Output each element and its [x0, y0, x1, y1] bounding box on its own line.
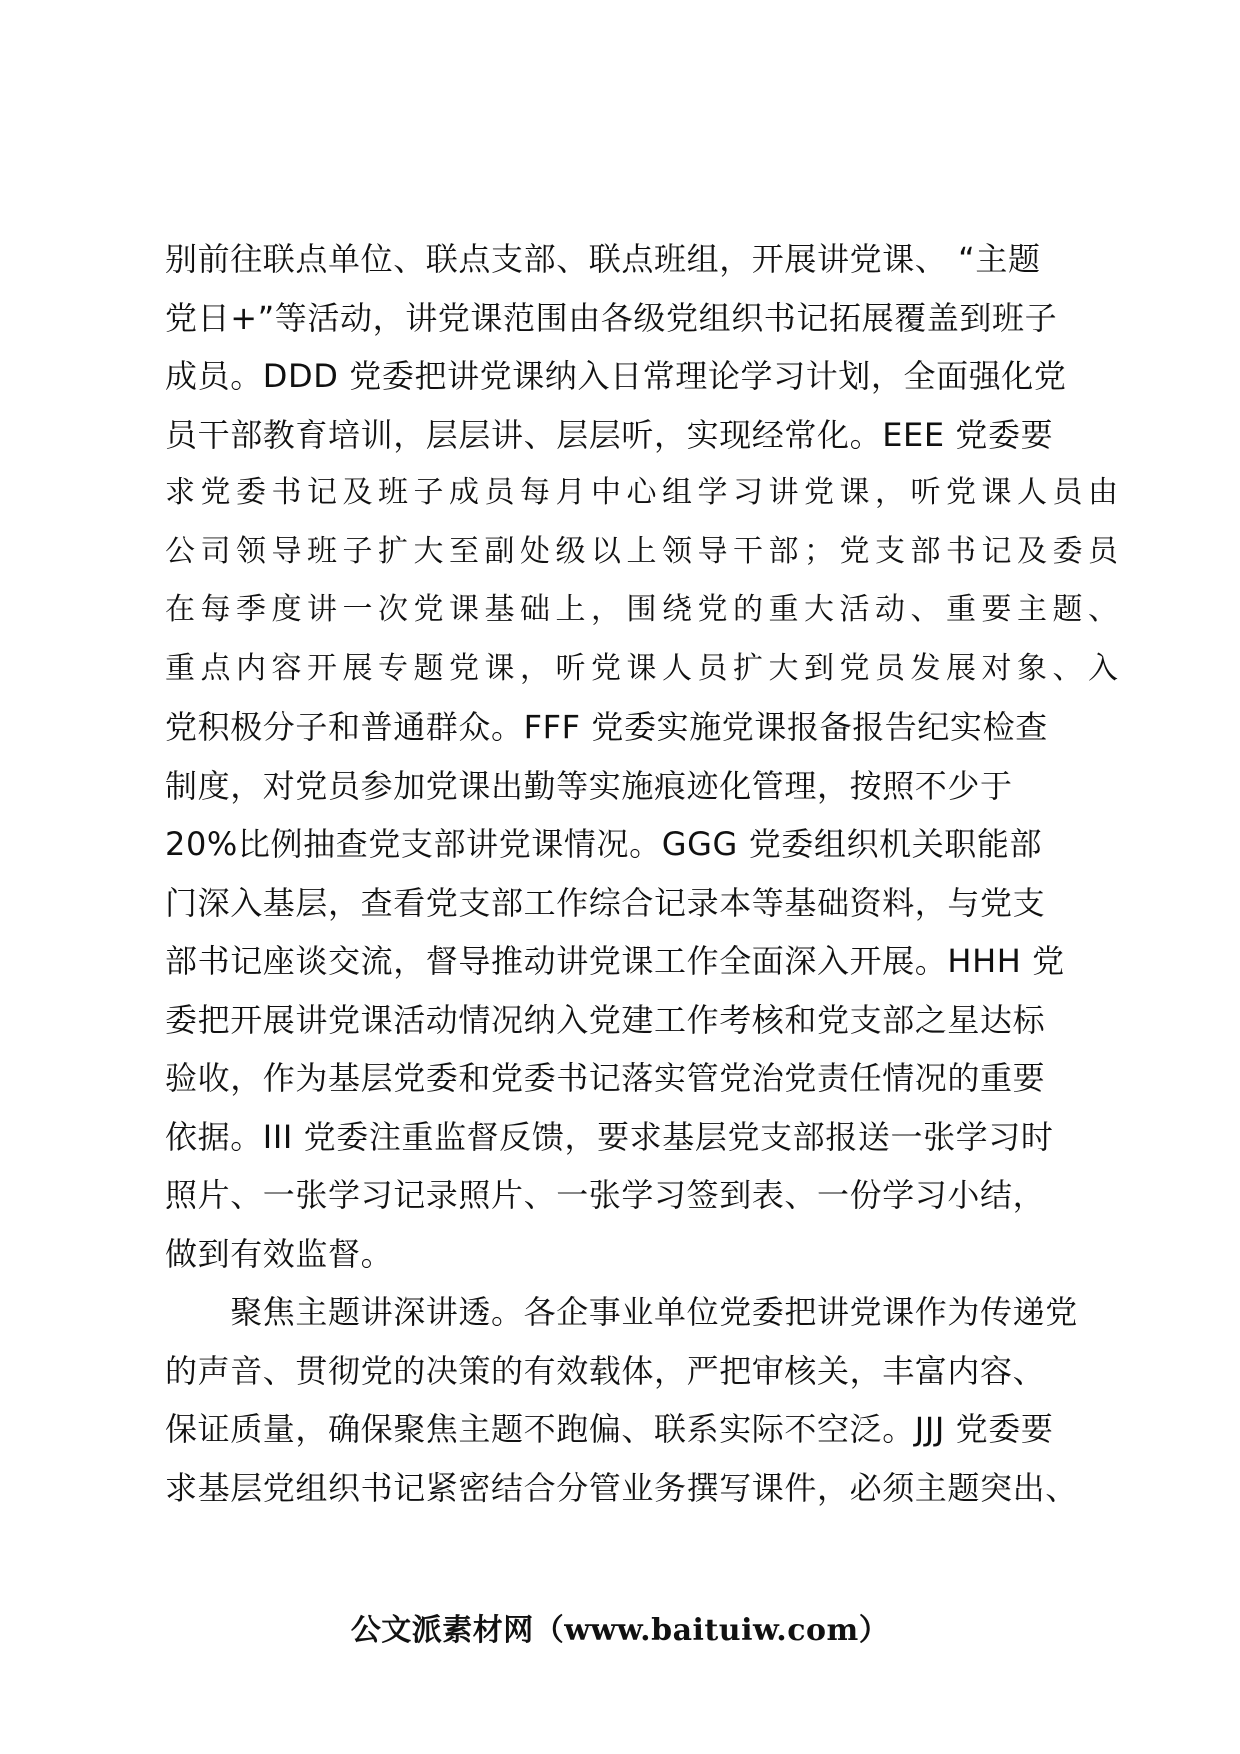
text-line: 委把开展讲党课活动情况纳入党建工作考核和党支部之星达标 — [165, 1000, 1046, 1039]
text-line: 党日+”等活动，讲党课范围由各级党组织书记拓展覆盖到班子 — [165, 298, 1058, 337]
text-line: 公司领导班子扩大至副处级以上领导干部；党支部书记及委员 — [165, 533, 1124, 569]
text-line: 重点内容开展专题党课，听党课人员扩大到党员发展对象、入 — [165, 650, 1124, 686]
text-line: 验收，作为基层党委和党委书记落实管党治党责任情况的重要 — [165, 1059, 1046, 1097]
text-line: 求党委书记及班子成员每月中心组学习讲党课，听党课人员由 — [165, 475, 1124, 510]
text-line: 门深入基层，查看党支部工作综合记录本等基础资料，与党支 — [165, 883, 1046, 922]
text-line: 保证质量，确保聚焦主题不跑偏、联系实际不空泛。JJJ 党委要 — [165, 1410, 1054, 1448]
text-line: 员干部教育培训，层层讲、层层听，实现经常化。EEE 党委要 — [165, 415, 1054, 454]
text-line: 制度，对党员参加党课出勤等实施痕迹化管理，按照不少于 — [165, 766, 1013, 805]
text-line: 做到有效监督。 — [165, 1234, 394, 1273]
text-line: 求基层党组织书记紧密结合分管业务撰写课件，必须主题突出、 — [165, 1468, 1078, 1507]
text-line: 依据。III 党委注重监督反馈，要求基层党支部报送一张学习时 — [165, 1117, 1054, 1156]
text-line: 在每季度讲一次党课基础上，围绕党的重大活动、重要主题、 — [165, 592, 1124, 627]
text-line: 20%比例抽查党支部讲党课情况。GGG 党委组织机关职能部 — [165, 825, 1043, 863]
text-line: 部书记座谈交流，督导推动讲党课工作全面深入开展。HHH 党 — [165, 942, 1065, 980]
text-line: 党积极分子和普通群众。FFF 党委实施党课报备报告纪实检查 — [165, 708, 1048, 746]
text-line: 成员。DDD 党委把讲党课纳入日常理论学习计划，全面强化党 — [165, 357, 1067, 395]
page-footer: 公文派素材网（www.baituiw.com） — [350, 1613, 890, 1648]
document-body — [165, 230, 1124, 1517]
text-line: 别前往联点单位、联点支部、联点班组，开展讲党课、 “主题 — [165, 240, 1041, 278]
paragraph-start-line: 聚焦主题讲深讲透。各企事业单位党委把讲党课作为传递党 — [165, 1293, 1078, 1331]
text-line: 照片、一张学习记录照片、一张学习签到表、一份学习小结， — [165, 1176, 1046, 1214]
text-line: 的声音、贯彻党的决策的有效载体，严把审核关，丰富内容、 — [165, 1351, 1046, 1390]
